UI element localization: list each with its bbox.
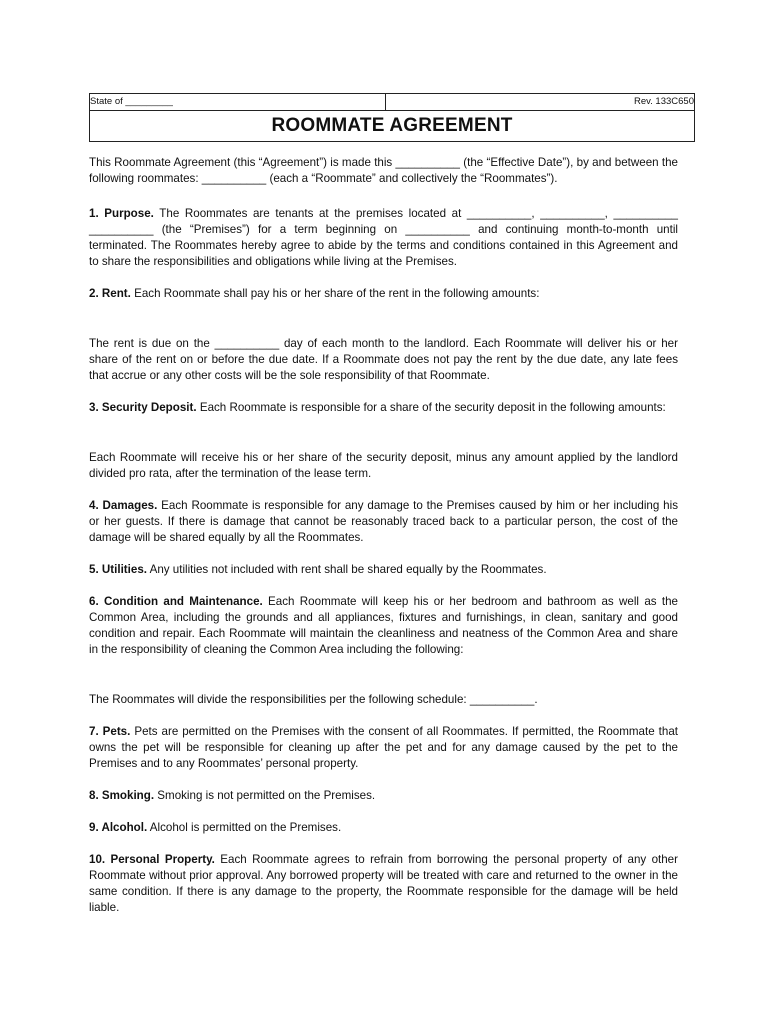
header-info-row [90,94,694,111]
rent-due-paragraph: The rent is due on the __________ day of each month to the landlord. Each Roommate will deliver his or her share of the rent on or before the due date. If a Roommate does not pay the rent by the due date, any late fees that accrue or any other costs will be the sole responsibility of that Roommate. [89,337,678,382]
section-heading: 8. Smoking. [89,789,155,802]
section-text: Each Roommate will keep his or her bedroom and bathroom as well as the Common Area, including the grounds and all appliances, fixtures and furnishings, in clean, sanitary and good condition and repair. Each Roommate will maintain the cleanliness and neatness of the Common Area and share in the responsibility of cleaning the Common Area including the following: [89,595,678,656]
section-pets [89,724,678,772]
agreement-body [89,155,678,916]
section-heading: 9. Alcohol. [89,821,148,834]
section-heading: 5. Utilities. [89,563,147,576]
deposit-return-paragraph: Each Roommate will receive his or her share of the security deposit, minus any amount applied by the landlord divided pro rata, after the termination of the lease term. [89,451,678,480]
document-title: ROOMMATE AGREEMENT [271,115,513,136]
section-heading: 4. Damages. [89,499,158,512]
section-damages [89,498,678,546]
state-field: State of _________ [90,94,386,110]
section-personal-property [89,852,678,916]
section-text: Each Roommate is responsible for a share of the security deposit in the following amounts: [196,401,666,414]
section-purpose [89,206,678,270]
section-smoking [89,788,678,804]
section-text: The Roommates are tenants at the premises located at __________, __________, __________ __________ (the “Premises”) for a term beginning on __________ and continuing month-to-month until terminated. The Roommates hereby agree to abide by the terms and conditions contained in this Agreement and to share the responsibilities and obligations while living at the Premises. [89,207,678,268]
cleaning-schedule-paragraph: The Roommates will divide the responsibilities per the following schedule: __________. [89,693,538,706]
section-utilities [89,562,678,578]
intro-paragraph: This Roommate Agreement (this “Agreement”) is made this __________ (the “Effective Date”), by and between the following roommates: __________ (each a “Roommate” and collectively the “Roommates”). [89,156,678,185]
header-box [89,93,695,142]
section-condition-maintenance [89,594,678,658]
section-heading: 7. Pets. [89,725,131,738]
section-text: Smoking is not permitted on the Premises. [154,789,376,802]
section-heading: 1. Purpose. [89,207,154,220]
section-text: Each Roommate agrees to refrain from borrowing the personal property of any other Roommate without prior approval. Any borrowed property will be treated with care and returned to the owner in the same condition. If there is any damage to the property, the Roommate responsible for the damage will be held liable. [89,853,678,914]
section-heading: 6. Condition and Maintenance. [89,595,263,608]
section-text: Any utilities not included with rent shall be shared equally by the Roommates. [147,563,547,576]
section-text: Each Roommate shall pay his or her share of the rent in the following amounts: [130,287,540,300]
section-rent [89,286,678,302]
section-heading: 3. Security Deposit. [89,401,197,414]
revision-number: Rev. 133C650 [633,96,694,107]
section-security-deposit [89,400,678,416]
section-heading: 10. Personal Property. [89,853,215,866]
section-text: Each Roommate is responsible for any damage to the Premises caused by him or her including his or her guests. If there is damage that cannot be reasonably traced back to a particular person, the cost of the damage will be shared equally by all the Roommates. [89,499,678,544]
section-text: Alcohol is permitted on the Premises. [147,821,342,834]
section-text: Pets are permitted on the Premises with the consent of all Roommates. If permitted, the Roommate that owns the pet will be responsible for cleaning up after the pet and for any damage caused by the pet to the Premises and to any Roommates’ personal property. [89,725,678,770]
section-heading: 2. Rent. [89,287,131,300]
section-alcohol [89,820,678,836]
